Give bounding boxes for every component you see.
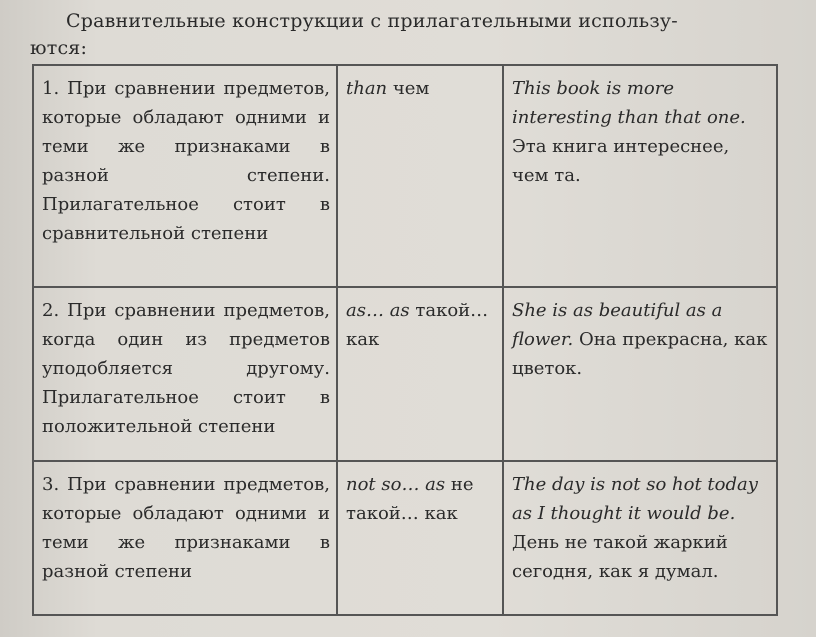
usage-description [42, 296, 330, 441]
usage-description [42, 74, 330, 248]
example-russian: День не такой жаркий сегодня, как я думал. [512, 532, 728, 582]
construction-cell [337, 65, 503, 287]
intro-line-2: ются: [30, 37, 88, 59]
usage-cell [33, 65, 337, 287]
usage-text: При сравнении предметов, которые обладают одними и теми же признаками в разной степени [42, 474, 330, 582]
example-cell [503, 287, 777, 461]
usage-cell [33, 461, 337, 615]
usage-text: При сравнении предметов, когда один из предметов уподобляется другому. Прилагательное стоит в положительной степени [42, 300, 330, 437]
usage-description [42, 470, 330, 586]
construction-english: than [346, 78, 388, 99]
example-russian: Она прекрасна, как цветок. [512, 329, 768, 379]
example-english: The day is not so hot today as I thought it would be. [512, 474, 758, 524]
example-cell [503, 65, 777, 287]
row-number: 2. [42, 300, 60, 321]
example-english: She is as beautiful as a flower. [512, 300, 723, 350]
table-row [33, 65, 777, 287]
row-number: 3. [42, 474, 60, 495]
construction-russian: не такой… как [346, 474, 474, 524]
example-cell [503, 461, 777, 615]
construction-russian: такой… как [346, 300, 489, 350]
construction-english: as… as [346, 300, 410, 321]
usage-text: При сравнении предметов, которые обладают одними и теми же признаками в разной степени. Прилагательное стоит в сравнительной степени [42, 78, 330, 244]
comparison-table [32, 64, 778, 616]
usage-cell [33, 287, 337, 461]
construction-cell [337, 287, 503, 461]
intro-text [30, 8, 790, 62]
construction-russian: чем [387, 78, 430, 99]
example-english: This book is more interesting than that one. [512, 78, 746, 128]
table-row [33, 461, 777, 615]
intro-line-1: Сравнительные конструкции с прилагательными использу- [66, 10, 678, 32]
row-number: 1. [42, 78, 60, 99]
construction-english: not so… as [346, 474, 446, 495]
example-russian: Эта книга интереснее, чем та. [512, 136, 730, 186]
table-row [33, 287, 777, 461]
construction-cell [337, 461, 503, 615]
